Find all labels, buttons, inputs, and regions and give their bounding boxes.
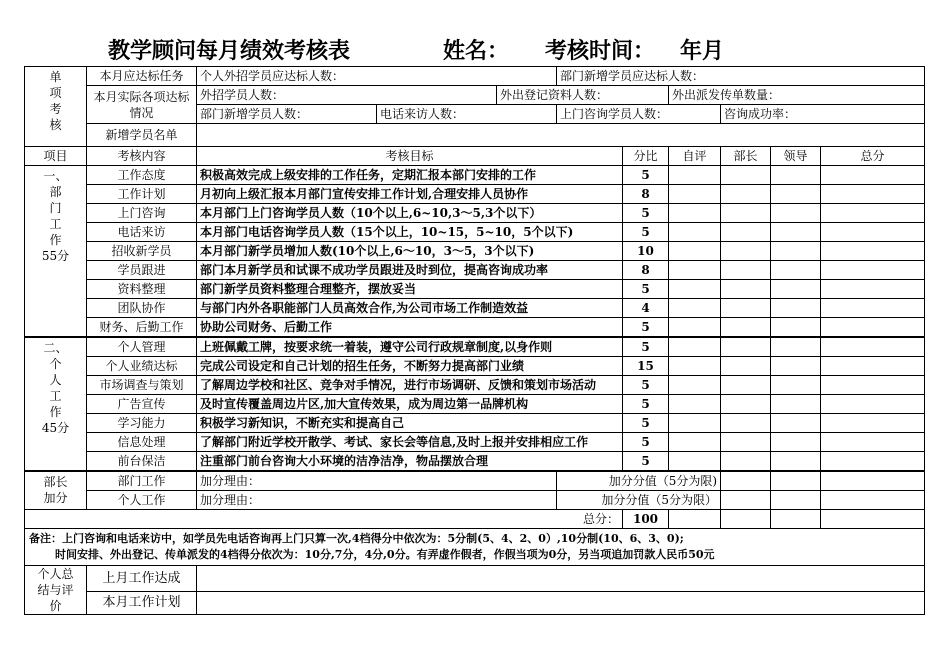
self-score-cell[interactable] [669, 299, 721, 318]
dept-goal: 月初向上级汇报本月部门宣传安排工作计划,合理安排人员协作 [197, 185, 623, 204]
actual-dept-new: 部门新增学员人数： [197, 105, 377, 124]
bonus-value-cell[interactable] [721, 491, 771, 510]
target-label: 本月应达标任务 [87, 67, 197, 86]
total-score-cell[interactable] [821, 376, 925, 395]
bonus-item: 部门工作 [87, 471, 197, 491]
self-score-cell[interactable] [669, 242, 721, 261]
actual-outside-register: 外出登记资料人数： [497, 86, 669, 105]
dept-item: 招收新学员 [87, 242, 197, 261]
actual-flyers: 外出派发传单数量： [669, 86, 925, 105]
personal-goal: 完成公司设定和自己计划的招生任务，不断努力提高部门业绩 [197, 357, 623, 376]
personal-goal: 上班佩戴工牌，按要求统一着装，遵守公司行政规章制度,以身作则 [197, 337, 623, 357]
new-student-names-field[interactable] [197, 124, 925, 147]
personal-goal: 及时宣传覆盖周边片区,加大宣传效果，成为周边第一品牌机构 [197, 395, 623, 414]
minister-score-cell[interactable] [721, 204, 771, 223]
personal-item: 个人管理 [87, 337, 197, 357]
self-score-cell[interactable] [669, 414, 721, 433]
personal-section-label: 二、 个 人 工 作 45分 [25, 337, 87, 471]
total-score-cell[interactable] [821, 242, 925, 261]
personal-item: 市场调查与策划 [87, 376, 197, 395]
total-score-cell[interactable] [821, 318, 925, 338]
target-dept: 部门新增学员应达标人数： [557, 67, 925, 86]
leader-score-cell[interactable] [771, 166, 821, 185]
dept-item: 电话来访 [87, 223, 197, 242]
minister-score-cell[interactable] [721, 414, 771, 433]
bonus-value-cell[interactable] [721, 471, 771, 491]
minister-score-cell[interactable] [721, 357, 771, 376]
self-score-cell[interactable] [669, 280, 721, 299]
personal-score: 5 [623, 337, 669, 357]
total-minister-cell[interactable] [721, 510, 771, 529]
bonus-value-label: 加分分值（5分为限） [557, 491, 721, 510]
total-score-cell[interactable] [821, 337, 925, 357]
leader-score-cell[interactable] [771, 185, 821, 204]
dept-item: 工作计划 [87, 185, 197, 204]
header-ratio: 分比 [623, 147, 669, 166]
bonus-reason[interactable]: 加分理由： [197, 471, 557, 491]
time-value: 年月 [680, 39, 725, 64]
personal-goal: 了解周边学校和社区、竞争对手情况，进行市场调研、反馈和策划市场活动 [197, 376, 623, 395]
leader-score-cell[interactable] [771, 337, 821, 357]
header-self: 自评 [669, 147, 721, 166]
summary-this-month-field[interactable] [197, 591, 925, 614]
minister-score-cell[interactable] [721, 166, 771, 185]
dept-goal: 本月部门新学员增加人数(10个以上,6～10，3～5，3个以下) [197, 242, 623, 261]
personal-goal: 了解部门附近学校开散学、考试、家长会等信息,及时上报并安排相应工作 [197, 433, 623, 452]
dept-item: 资料整理 [87, 280, 197, 299]
new-student-names-label: 新增学员名单 [87, 124, 197, 147]
header-item: 项目 [25, 147, 87, 166]
total-label: 总分： [25, 510, 623, 529]
self-score-cell[interactable] [669, 261, 721, 280]
total-score-cell[interactable] [821, 433, 925, 452]
minister-score-cell[interactable] [721, 433, 771, 452]
total-score-cell[interactable] [821, 261, 925, 280]
total-score-cell[interactable] [821, 280, 925, 299]
leader-score-cell[interactable] [771, 318, 821, 338]
total-score-cell[interactable] [821, 185, 925, 204]
self-score-cell[interactable] [669, 452, 721, 472]
bonus-value-cell[interactable] [821, 471, 925, 491]
summary-last-month-field[interactable] [197, 566, 925, 592]
total-score-cell[interactable] [821, 223, 925, 242]
dept-section-label: 一、 部 门 工 作 55分 [25, 166, 87, 338]
dept-goal: 本月部门上门咨询学员人数（10个以上,6~10,3～5,3个以下） [197, 204, 623, 223]
minister-score-cell[interactable] [721, 223, 771, 242]
leader-score-cell[interactable] [771, 376, 821, 395]
personal-item: 前台保洁 [87, 452, 197, 472]
note [25, 529, 925, 566]
total-value: 100 [623, 510, 669, 529]
dept-goal: 部门本月新学员和试课不成功学员跟进及时到位，提高咨询成功率 [197, 261, 623, 280]
name-label: 姓名： [443, 39, 510, 64]
summary-section-label: 个人总 结与评 价 [25, 566, 87, 615]
dept-score: 5 [623, 280, 669, 299]
minister-score-cell[interactable] [721, 395, 771, 414]
bonus-section-label: 部长 加分 [25, 471, 87, 510]
total-score-cell[interactable] [821, 395, 925, 414]
personal-score: 5 [623, 414, 669, 433]
personal-item: 个人业绩达标 [87, 357, 197, 376]
actual-visit: 上门咨询学员人数： [557, 105, 721, 124]
total-self-cell[interactable] [669, 510, 721, 529]
header-total: 总分 [821, 147, 925, 166]
self-score-cell[interactable] [669, 204, 721, 223]
leader-score-cell[interactable] [771, 395, 821, 414]
dept-item: 上门咨询 [87, 204, 197, 223]
self-score-cell[interactable] [669, 337, 721, 357]
personal-goal: 积极学习新知识，不断充实和提高自己 [197, 414, 623, 433]
total-score-cell[interactable] [821, 166, 925, 185]
self-score-cell[interactable] [669, 166, 721, 185]
dept-score: 4 [623, 299, 669, 318]
page-title-bar [0, 34, 950, 70]
dept-goal: 部门新学员资料整理合理整齐，摆放妥当 [197, 280, 623, 299]
total-score-cell[interactable] [821, 204, 925, 223]
dept-item: 学员跟进 [87, 261, 197, 280]
dept-goal: 积极高效完成上级安排的工作任务，定期汇报本部门安排的工作 [197, 166, 623, 185]
minister-score-cell[interactable] [721, 185, 771, 204]
minister-score-cell[interactable] [721, 299, 771, 318]
target-personal: 个人外招学员应达标人数： [197, 67, 557, 86]
summary-this-month-label: 本月工作计划 [87, 591, 197, 614]
self-score-cell[interactable] [669, 376, 721, 395]
evaluation-table [24, 66, 925, 615]
bonus-value-cell[interactable] [821, 491, 925, 510]
leader-score-cell[interactable] [771, 223, 821, 242]
leader-score-cell[interactable] [771, 261, 821, 280]
minister-score-cell[interactable] [721, 318, 771, 338]
minister-score-cell[interactable] [721, 261, 771, 280]
personal-score: 5 [623, 376, 669, 395]
dept-score: 8 [623, 261, 669, 280]
personal-goal: 注重部门前台咨询大小环境的洁净洁净，物品摆放合理 [197, 452, 623, 472]
leader-score-cell[interactable] [771, 433, 821, 452]
summary-last-month-label: 上月工作达成 [87, 566, 197, 592]
dept-score: 5 [623, 166, 669, 185]
leader-score-cell[interactable] [771, 299, 821, 318]
dept-score: 5 [623, 318, 669, 338]
self-score-cell[interactable] [669, 395, 721, 414]
page-title: 教学顾问每月绩效考核表 [108, 39, 351, 64]
header-minister: 部长 [721, 147, 771, 166]
personal-score: 5 [623, 395, 669, 414]
actual-label: 本月实际各项达标情况 [87, 86, 197, 124]
bonus-reason[interactable]: 加分理由： [197, 491, 557, 510]
self-score-cell[interactable] [669, 433, 721, 452]
personal-item: 广告宣传 [87, 395, 197, 414]
personal-item: 信息处理 [87, 433, 197, 452]
actual-outside-recruits: 外招学员人数： [197, 86, 497, 105]
leader-score-cell[interactable] [771, 204, 821, 223]
dept-goal: 协助公司财务、后勤工作 [197, 318, 623, 338]
bonus-item: 个人工作 [87, 491, 197, 510]
leader-score-cell[interactable] [771, 357, 821, 376]
header-leader: 领导 [771, 147, 821, 166]
minister-score-cell[interactable] [721, 242, 771, 261]
leader-score-cell[interactable] [771, 414, 821, 433]
actual-phone: 电话来访人数： [377, 105, 557, 124]
bonus-value-label: 加分分值（5分为限) [557, 471, 721, 491]
dept-score: 5 [623, 223, 669, 242]
minister-score-cell[interactable] [721, 280, 771, 299]
header-goal: 考核目标 [197, 147, 623, 166]
dept-score: 10 [623, 242, 669, 261]
self-score-cell[interactable] [669, 185, 721, 204]
bonus-value-cell[interactable] [771, 491, 821, 510]
minister-score-cell[interactable] [721, 452, 771, 472]
leader-score-cell[interactable] [771, 242, 821, 261]
total-leader-cell[interactable] [771, 510, 821, 529]
total-sum-cell[interactable] [821, 510, 925, 529]
total-score-cell[interactable] [821, 452, 925, 472]
self-score-cell[interactable] [669, 357, 721, 376]
personal-score: 5 [623, 452, 669, 472]
header-content: 考核内容 [87, 147, 197, 166]
bonus-value-cell[interactable] [771, 471, 821, 491]
dept-score: 8 [623, 185, 669, 204]
personal-score: 15 [623, 357, 669, 376]
dept-goal: 本月部门电话咨询学员人数（15个以上，10~15，5~10，5个以下) [197, 223, 623, 242]
dept-item: 财务、后勤工作 [87, 318, 197, 338]
total-score-cell[interactable] [821, 299, 925, 318]
total-score-cell[interactable] [821, 357, 925, 376]
time-label: 考核时间： [545, 39, 656, 64]
leader-score-cell[interactable] [771, 452, 821, 472]
leader-score-cell[interactable] [771, 280, 821, 299]
minister-score-cell[interactable] [721, 337, 771, 357]
dept-score: 5 [623, 204, 669, 223]
single-section-label: 单 项 考 核 [25, 67, 87, 147]
self-score-cell[interactable] [669, 318, 721, 338]
actual-success-rate: 咨询成功率： [721, 105, 925, 124]
self-score-cell[interactable] [669, 223, 721, 242]
total-score-cell[interactable] [821, 414, 925, 433]
personal-item: 学习能力 [87, 414, 197, 433]
dept-item: 团队协作 [87, 299, 197, 318]
note-line-1: 备注：上门咨询和电话来访中，如学员先电话咨询再上门只算一次,4档得分中依次为：5分制(5、4、2、0）,10分制(10、6、3、0); [29, 532, 684, 545]
minister-score-cell[interactable] [721, 376, 771, 395]
personal-score: 5 [623, 433, 669, 452]
dept-item: 工作态度 [87, 166, 197, 185]
dept-goal: 与部门内外各职能部门人员高效合作,为公司市场工作制造效益 [197, 299, 623, 318]
note-line-2: 时间安排、外出登记、传单派发的4档得分依次为：10分,7分，4分,0分。有弄虚作假者，作假当项为0分，另当项追加罚款人民币50元 [55, 548, 715, 561]
